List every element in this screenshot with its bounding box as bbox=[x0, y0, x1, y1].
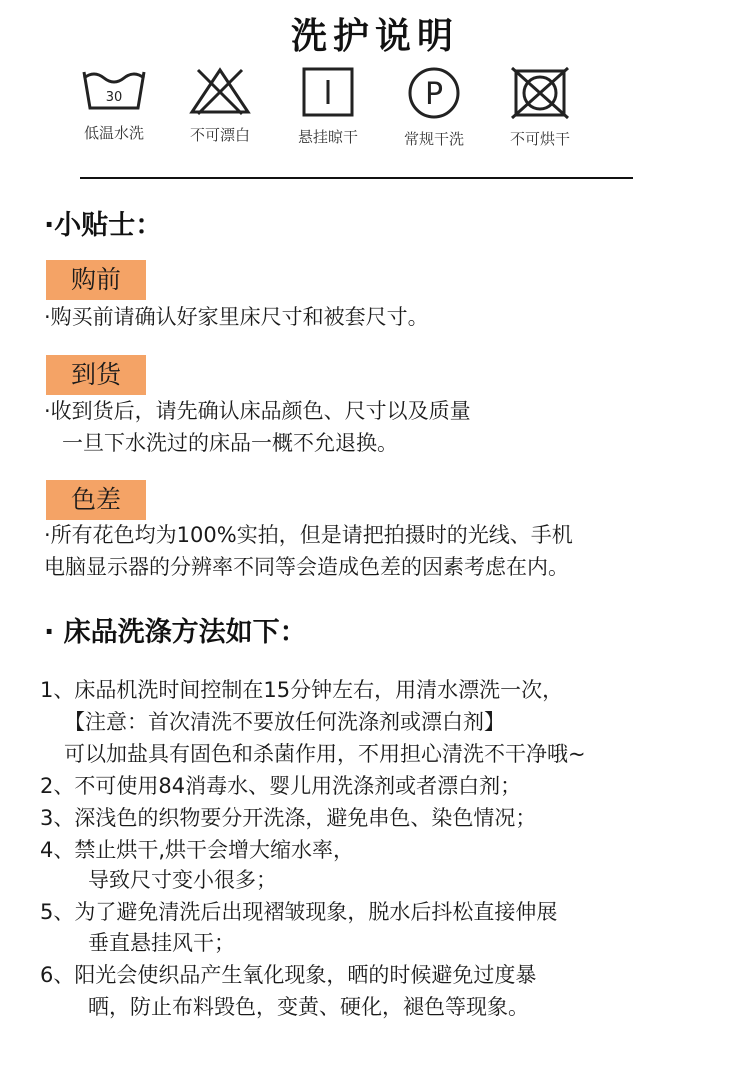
care-label: 悬挂晾干 bbox=[297, 128, 358, 146]
wash-line: 导致尺寸变小很多； bbox=[88, 868, 277, 892]
hang-dry-icon bbox=[299, 66, 357, 118]
wash-line: 【注意：首次清洗不要放任何洗涤剂或漂白剂】 bbox=[64, 710, 505, 734]
tag-before-purchase: 购前 bbox=[46, 260, 146, 300]
care-item-hang-dry bbox=[274, 66, 382, 147]
care-label: 不可烘干 bbox=[509, 130, 570, 148]
wash-temp-number: 30 bbox=[105, 90, 123, 105]
wash-line: 晒，防止布料毁色，变黄、硬化，褪色等现象。 bbox=[88, 995, 529, 1019]
tip-line: ·所有花色均为100%实拍，但是请把拍摄时的光线、手机 bbox=[44, 523, 573, 547]
page-title: 洗护说明 bbox=[290, 16, 459, 57]
wash-line: 5、为了避免清洗后出现褶皱现象，脱水后抖松直接伸展 bbox=[40, 900, 558, 924]
care-label: 不可漂白 bbox=[189, 126, 250, 144]
tips-heading: ·小贴士： bbox=[44, 210, 163, 241]
care-item-low-temp-wash bbox=[60, 66, 168, 143]
tip-line: ·购买前请确认好家里床尺寸和被套尺寸。 bbox=[44, 305, 429, 329]
no-tumble-dry-icon bbox=[508, 66, 572, 120]
tip-line: 电脑显示器的分辨率不同等会造成色差的因素考虑在内。 bbox=[44, 555, 569, 579]
washing-heading: · 床品洗涤方法如下： bbox=[44, 617, 307, 648]
care-symbols-row bbox=[60, 66, 600, 166]
divider bbox=[80, 177, 633, 179]
tip-line: 一旦下水洗过的床品一概不允退换。 bbox=[62, 431, 398, 455]
wash-line: 3、深浅色的织物要分开洗涤，避免串色、染色情况； bbox=[40, 806, 537, 830]
wash-line: 4、禁止烘干,烘干会增大缩水率， bbox=[40, 838, 355, 862]
dry-clean-letter: P bbox=[424, 77, 444, 112]
wash-line: 可以加盐具有固色和杀菌作用，不用担心清洗不干净哦~ bbox=[64, 742, 586, 766]
care-item-no-tumble-dry bbox=[486, 66, 594, 149]
tip-line: ·收到货后，请先确认床品颜色、尺寸以及质量 bbox=[44, 399, 471, 423]
wash-line: 1、床品机洗时间控制在15分钟左右，用清水漂洗一次， bbox=[40, 678, 564, 702]
no-bleach-icon bbox=[188, 66, 252, 116]
wash-line: 6、阳光会使织品产生氧化现象，晒的时候避免过度暴 bbox=[40, 963, 537, 987]
care-label: 常规干洗 bbox=[403, 130, 464, 148]
care-label: 低温水洗 bbox=[83, 124, 144, 142]
care-item-no-bleach bbox=[166, 66, 274, 145]
wash-line: 2、不可使用84消毒水、婴儿用洗涤剂或者漂白剂； bbox=[40, 774, 522, 798]
wash-line: 垂直悬挂风干； bbox=[88, 931, 235, 955]
care-item-dry-clean bbox=[380, 66, 488, 149]
wash-basin-30-icon bbox=[80, 66, 148, 114]
dry-clean-p-icon bbox=[405, 66, 463, 120]
tag-color-difference: 色差 bbox=[46, 480, 146, 520]
tag-on-arrival: 到货 bbox=[46, 355, 146, 395]
